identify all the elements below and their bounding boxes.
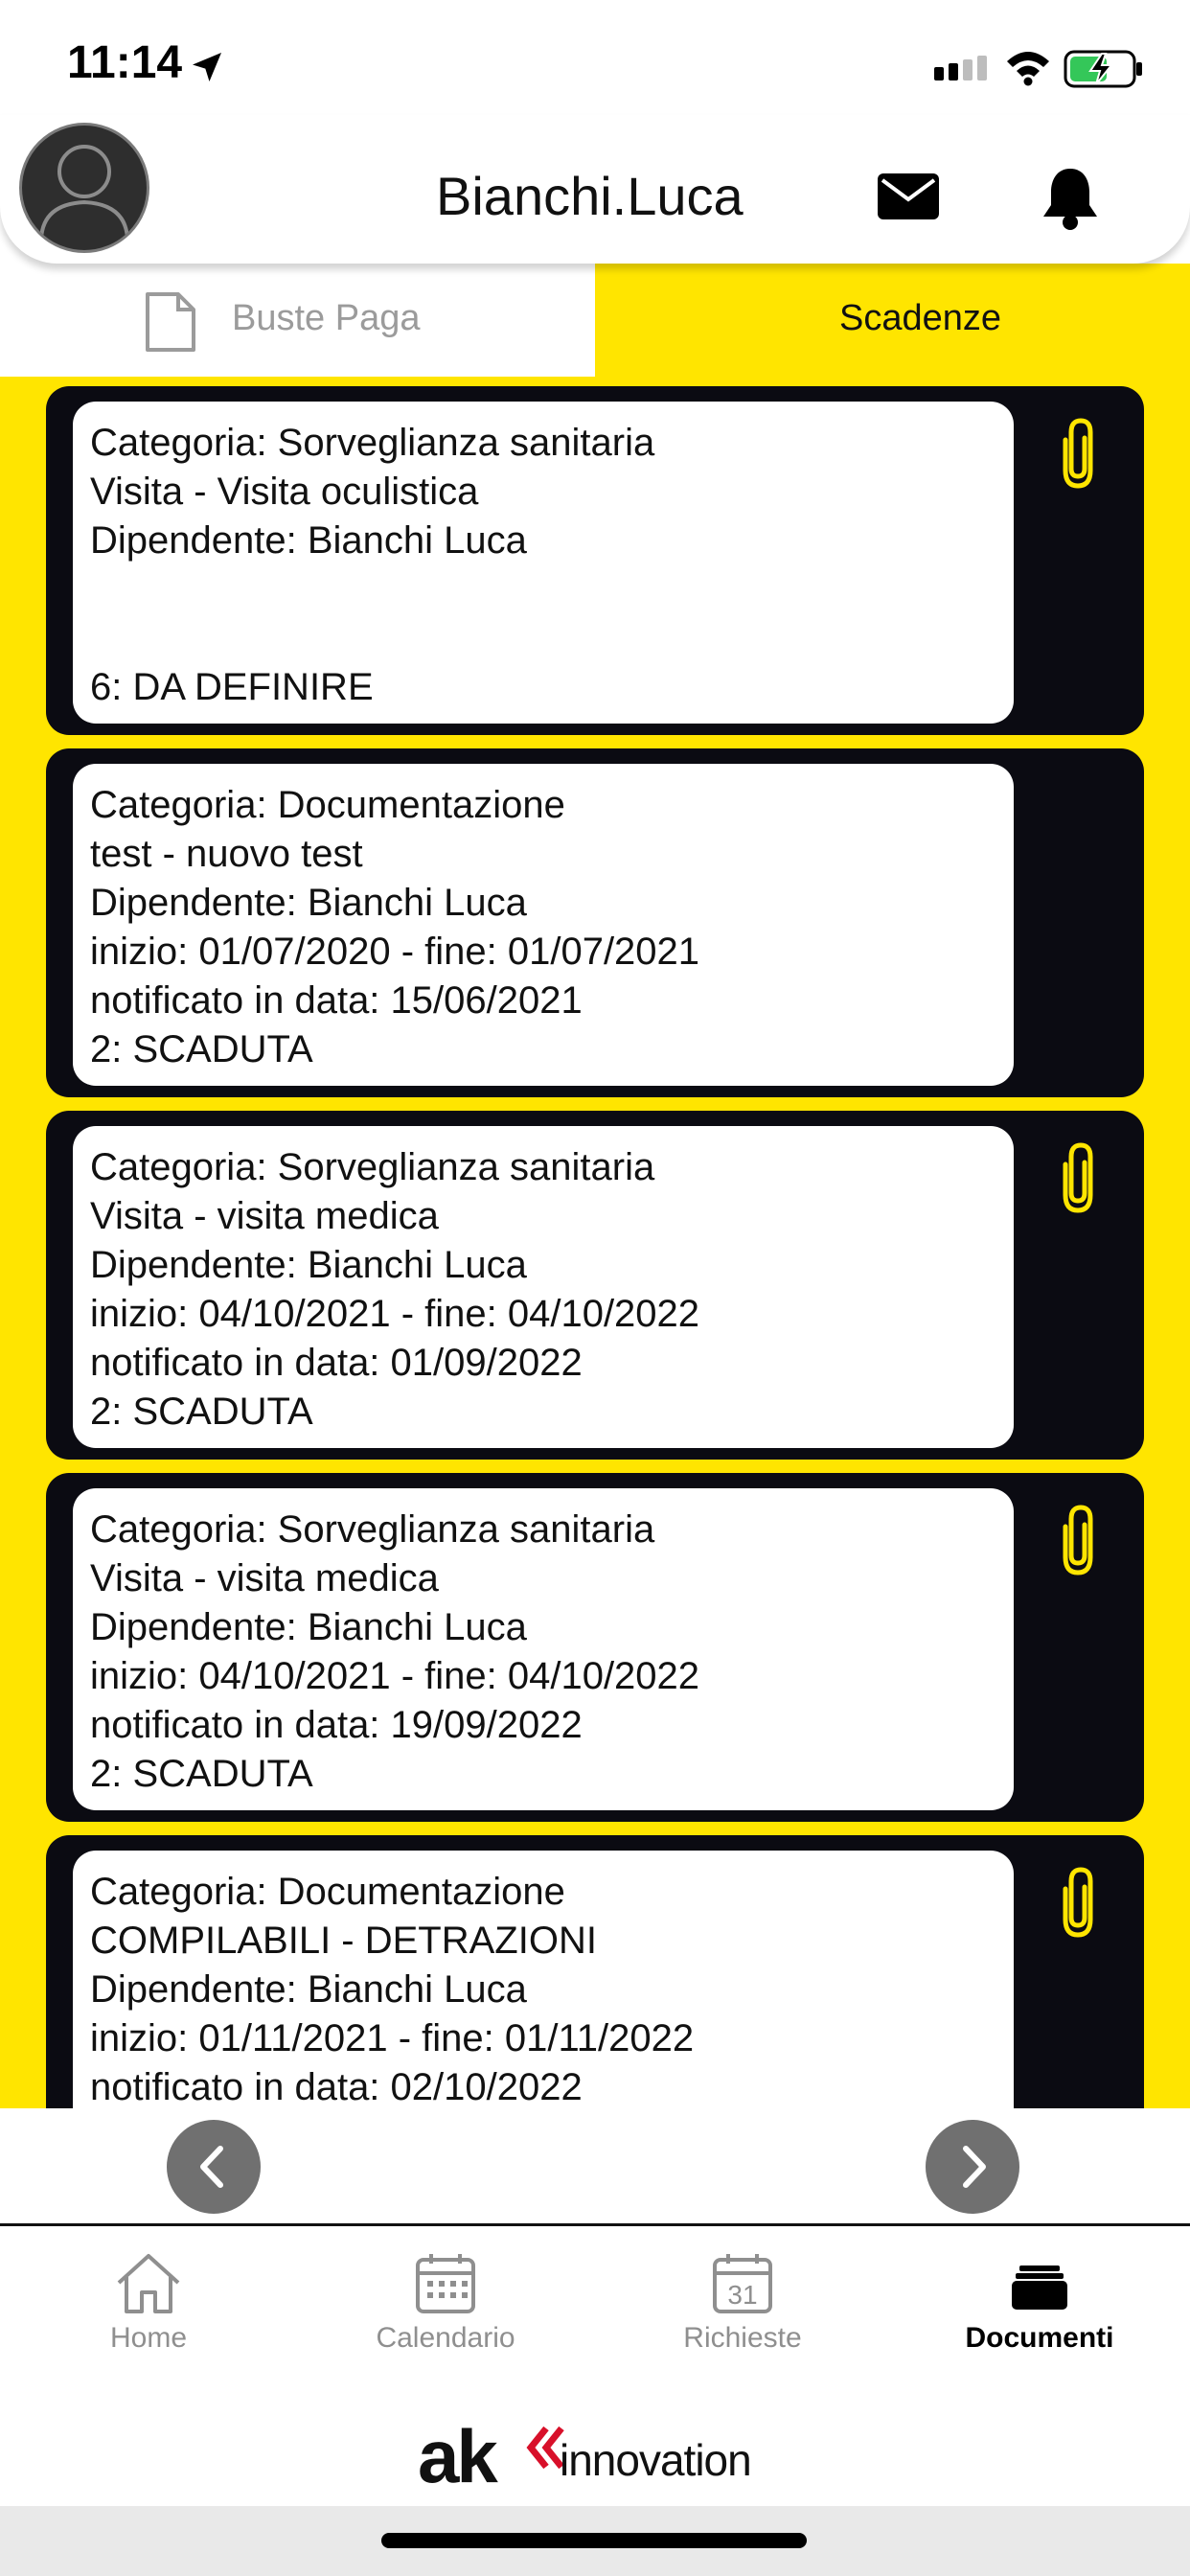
mail-icon[interactable]: [877, 172, 940, 220]
card-line: Categoria: Documentazione: [90, 784, 565, 826]
paperclip-icon[interactable]: [1052, 415, 1104, 492]
card-line: Categoria: Sorveglianza sanitaria: [90, 422, 655, 464]
tab-label: Scadenze: [839, 298, 1002, 338]
card-line: Categoria: Documentazione: [90, 1871, 565, 1913]
deadline-card[interactable]: [46, 748, 1144, 1097]
tabbar-item-calendario[interactable]: [297, 2226, 594, 2365]
chevron-left-icon: [167, 2120, 261, 2214]
tabbar-label: Documenti: [965, 2322, 1114, 2354]
status-time: 11:14: [67, 37, 183, 88]
card-line: Dipendente: Bianchi Luca: [90, 1606, 527, 1648]
card-line: 6: DA DEFINIRE: [90, 666, 374, 708]
card-line: inizio: 01/07/2020 - fine: 01/07/2021: [90, 931, 700, 973]
tabbar-item-documenti[interactable]: [891, 2226, 1188, 2365]
deadline-card[interactable]: [46, 1111, 1144, 1460]
home-indicator[interactable]: [381, 2533, 807, 2548]
card-line: Dipendente: Bianchi Luca: [90, 1968, 527, 2011]
card-line: [90, 614, 996, 663]
card-line: inizio: 04/10/2021 - fine: 04/10/2022: [90, 1655, 700, 1697]
deadline-card[interactable]: [46, 1835, 1144, 2108]
card-line: 2: SCADUTA: [90, 1753, 313, 1795]
card-body: [73, 1851, 1014, 2108]
paperclip-icon[interactable]: [1052, 1139, 1104, 1216]
card-line: Visita - Visita oculistica: [90, 471, 479, 513]
company-logo: [418, 2413, 782, 2498]
logo-suffix: innovation: [560, 2435, 751, 2485]
calendar-icon: [410, 2250, 481, 2317]
avatar[interactable]: [19, 123, 149, 253]
card-line: notificato in data: 02/10/2022: [90, 2066, 583, 2108]
chevron-right-icon: [926, 2120, 1019, 2214]
card-line: [90, 565, 996, 614]
deadline-card[interactable]: [46, 386, 1144, 735]
card-line: Dipendente: Bianchi Luca: [90, 519, 527, 562]
previous-page-button[interactable]: [167, 2120, 261, 2214]
card-line: Dipendente: Bianchi Luca: [90, 1244, 527, 1286]
next-page-button[interactable]: [926, 2120, 1019, 2214]
top-tabs: [0, 264, 1190, 377]
card-line: test - nuovo test: [90, 833, 363, 875]
card-line: notificato in data: 19/09/2022: [90, 1704, 583, 1746]
app-header: [0, 115, 1190, 264]
card-line: Dipendente: Bianchi Luca: [90, 882, 527, 924]
card-line: 2: SCADUTA: [90, 1391, 313, 1433]
paperclip-icon[interactable]: [1052, 1502, 1104, 1578]
calendar-31-icon: [707, 2250, 778, 2317]
pager-bar: [0, 2108, 1190, 2223]
deadlines-list: [0, 377, 1190, 2108]
tabbar-label: Calendario: [376, 2322, 515, 2354]
card-line: notificato in data: 15/06/2021: [90, 979, 583, 1022]
card-body: [73, 764, 1014, 1086]
tab-buste-paga[interactable]: [0, 264, 595, 377]
card-line: inizio: 04/10/2021 - fine: 04/10/2022: [90, 1293, 700, 1335]
card-line: 2: SCADUTA: [90, 1028, 313, 1070]
user-silhouette-icon: [22, 126, 147, 250]
card-line: inizio: 01/11/2021 - fine: 01/11/2022: [90, 2017, 695, 2059]
bottom-tab-bar: [0, 2223, 1190, 2362]
wifi-icon: [1004, 48, 1052, 86]
card-body: [73, 402, 1014, 724]
paperclip-icon[interactable]: [1052, 1864, 1104, 1941]
card-line: Categoria: Sorveglianza sanitaria: [90, 1146, 655, 1188]
card-line: notificato in data: 01/09/2022: [90, 1342, 583, 1384]
cellular-signal-icon: [934, 56, 992, 80]
card-body: [73, 1126, 1014, 1448]
tabbar-label: Richieste: [683, 2322, 802, 2354]
card-body: [73, 1488, 1014, 1810]
card-line: Visita - visita medica: [90, 1195, 439, 1237]
username-title: Bianchi.Luca: [436, 166, 744, 226]
status-bar: [0, 0, 1190, 115]
card-line: Categoria: Sorveglianza sanitaria: [90, 1508, 655, 1551]
tabbar-item-richieste[interactable]: [594, 2226, 891, 2365]
tabbar-item-home[interactable]: [0, 2226, 297, 2365]
card-line: Visita - visita medica: [90, 1557, 439, 1599]
tab-label: Buste Paga: [232, 298, 421, 338]
card-line: COMPILABILI - DETRAZIONI: [90, 1920, 597, 1962]
battery-charging-icon: [1064, 50, 1144, 88]
home-icon: [113, 2250, 184, 2317]
home-indicator-area: [0, 2506, 1190, 2576]
location-arrow-icon: [188, 48, 226, 86]
folder-stack-icon: [1004, 2250, 1075, 2317]
calendar-icon-day: 31: [727, 2280, 758, 2310]
logo-prefix: ak: [418, 2414, 495, 2498]
deadline-card[interactable]: [46, 1473, 1144, 1822]
tab-scadenze[interactable]: [595, 264, 1190, 377]
tabbar-label: Home: [109, 2322, 188, 2354]
document-icon: [144, 290, 197, 354]
bell-icon[interactable]: [1040, 165, 1101, 232]
